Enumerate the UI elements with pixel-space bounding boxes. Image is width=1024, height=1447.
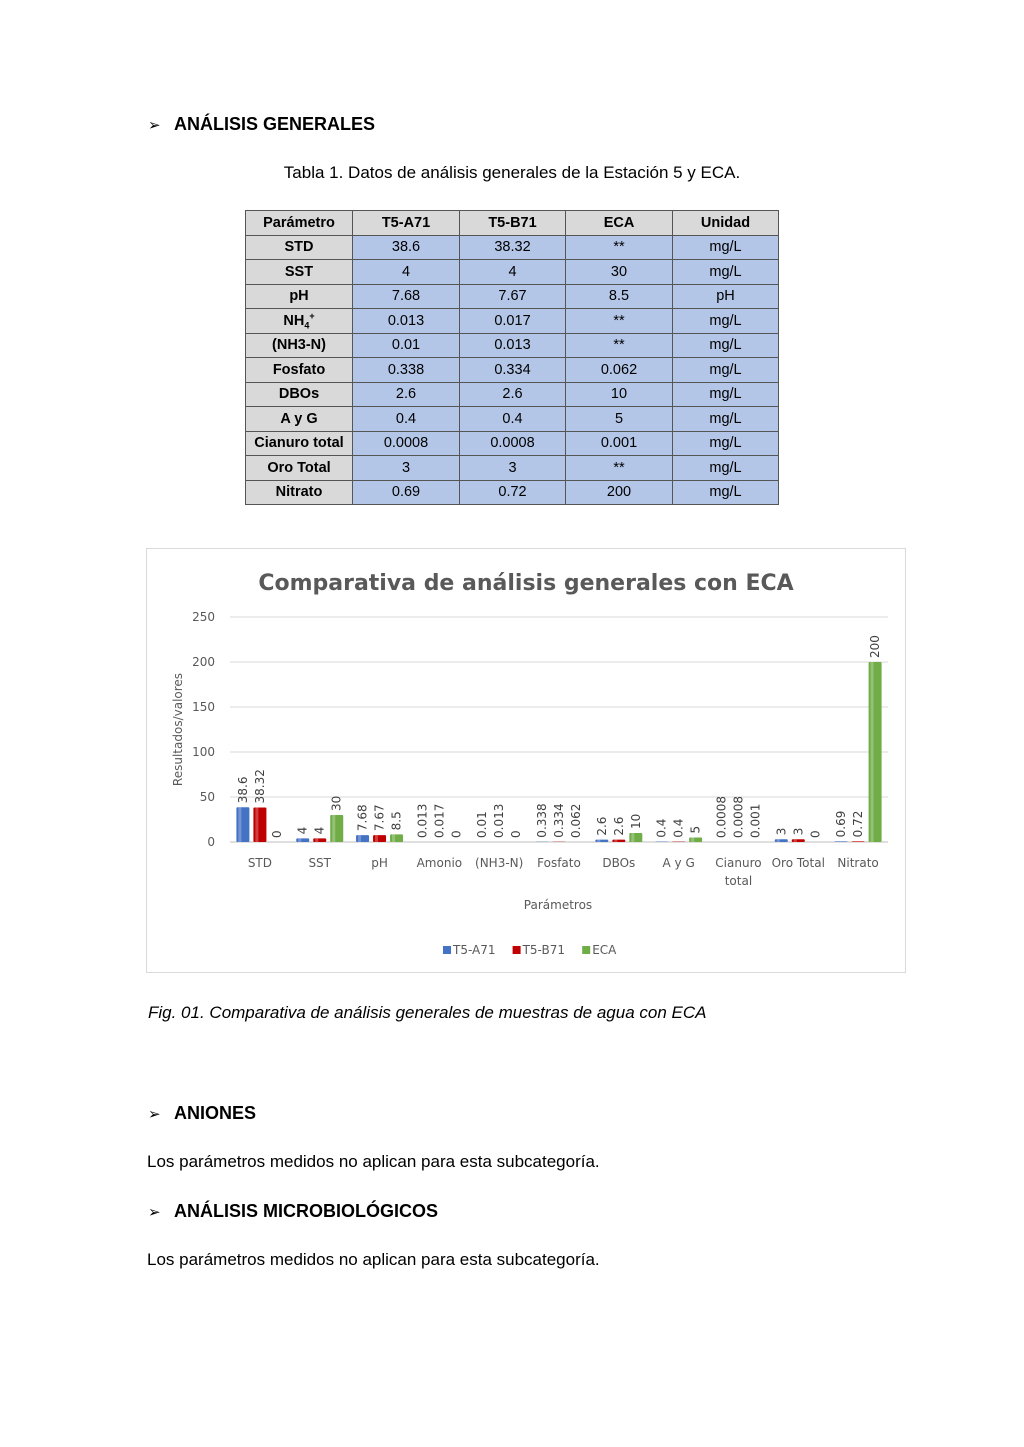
- value-cell: mg/L: [673, 235, 779, 260]
- paragraph-microbiologicos: Los parámetros medidos no aplican para esta subcategoría.: [147, 1250, 600, 1269]
- x-tick-label: pH: [371, 856, 388, 870]
- parameter-cell: A y G: [246, 407, 353, 432]
- data-label: 0.334: [552, 803, 566, 838]
- legend-swatch: [443, 946, 451, 954]
- data-label: 0.69: [834, 810, 849, 838]
- bar-highlight: [614, 840, 617, 842]
- value-cell: 4: [353, 260, 460, 285]
- bar-t5-a71: [595, 840, 608, 842]
- table-row: [246, 284, 779, 309]
- data-label: 0: [449, 830, 464, 838]
- value-cell: mg/L: [673, 309, 779, 334]
- value-cell: pH: [673, 284, 779, 309]
- parameter-cell: Nitrato: [246, 480, 353, 505]
- value-cell: 0.017: [460, 309, 566, 334]
- value-cell: 0.338: [353, 358, 460, 383]
- table-row: [246, 407, 779, 432]
- bar-highlight: [631, 833, 634, 842]
- data-label: 0.4: [671, 818, 686, 838]
- y-tick-label: 100: [192, 745, 215, 759]
- bar-t5-b71: [373, 835, 386, 842]
- data-label: 3: [774, 827, 789, 836]
- legend-swatch: [513, 946, 521, 954]
- value-cell: 0.334: [460, 358, 566, 383]
- value-cell: mg/L: [673, 480, 779, 505]
- data-label: 200: [868, 635, 883, 658]
- value-cell: 0.72: [460, 480, 566, 505]
- y-tick-label: 0: [207, 835, 215, 849]
- data-label: 7.67: [372, 804, 387, 832]
- bar-highlight: [777, 839, 780, 842]
- chart-container: [146, 548, 906, 973]
- value-cell: mg/L: [673, 358, 779, 383]
- y-tick-label: 150: [192, 700, 215, 714]
- section-title: ANÁLISIS MICROBIOLÓGICOS: [174, 1201, 439, 1221]
- data-label: 0.0008: [714, 795, 729, 838]
- value-cell: mg/L: [673, 382, 779, 407]
- parameter-cell: Fosfato: [246, 358, 353, 383]
- value-cell: 0.0008: [353, 431, 460, 456]
- data-label: 0.4: [654, 818, 669, 838]
- bar-t5-b71: [792, 839, 805, 842]
- value-cell: 0.01: [353, 333, 460, 358]
- value-cell: 200: [566, 480, 673, 505]
- x-tick-label: Fosfato: [537, 856, 581, 870]
- value-cell: 7.67: [460, 284, 566, 309]
- analysis-table: [245, 210, 779, 505]
- parameter-cell: Oro Total: [246, 456, 353, 481]
- value-cell: 2.6: [353, 382, 460, 407]
- bar-eca: [330, 815, 343, 842]
- bar-highlight: [332, 815, 335, 842]
- value-cell: 7.68: [353, 284, 460, 309]
- value-cell: 0.69: [353, 480, 460, 505]
- parameter-cell: SST: [246, 260, 353, 285]
- column-header: T5-A71: [353, 211, 460, 236]
- column-header: ECA: [566, 211, 673, 236]
- value-cell: 0.062: [566, 358, 673, 383]
- bar-t5-b71: [612, 840, 625, 842]
- data-label: 38.6: [235, 776, 250, 804]
- value-cell: 0.4: [353, 407, 460, 432]
- x-tick-label: Cianuro: [715, 856, 762, 870]
- bar-highlight: [392, 834, 395, 842]
- value-cell: **: [566, 333, 673, 358]
- data-label: 0: [269, 830, 284, 838]
- table-row: [246, 382, 779, 407]
- x-tick-label: SST: [308, 856, 332, 870]
- legend-swatch: [582, 946, 590, 954]
- value-cell: mg/L: [673, 260, 779, 285]
- legend-label: T5-B71: [522, 943, 565, 957]
- parameter-cell: pH: [246, 284, 353, 309]
- value-cell: mg/L: [673, 407, 779, 432]
- value-cell: 30: [566, 260, 673, 285]
- bar-highlight: [358, 835, 361, 842]
- y-tick-label: 50: [199, 790, 215, 804]
- section-title: ANIONES: [174, 1103, 257, 1123]
- bar-t5-b71: [253, 808, 266, 842]
- bar-t5-a71: [775, 839, 788, 842]
- value-cell: 10: [566, 382, 673, 407]
- value-cell: 38.32: [460, 235, 566, 260]
- legend-label: ECA: [592, 943, 617, 957]
- bar-highlight: [298, 838, 301, 842]
- data-label: 0.017: [432, 803, 447, 838]
- table-row: [246, 480, 779, 505]
- section-title: ANÁLISIS GENERALES: [174, 114, 376, 134]
- value-cell: mg/L: [673, 333, 779, 358]
- data-label: 0: [808, 830, 823, 838]
- parameter-cell: STD: [246, 235, 353, 260]
- parameter-cell: Cianuro total: [246, 431, 353, 456]
- bar-highlight: [597, 840, 600, 842]
- column-header: Unidad: [673, 211, 779, 236]
- value-cell: 2.6: [460, 382, 566, 407]
- data-label: 0.013: [415, 803, 430, 838]
- table-caption: Tabla 1. Datos de análisis generales de la Estación 5 y ECA.: [283, 163, 741, 182]
- bar-highlight: [794, 839, 797, 842]
- bar-eca: [689, 838, 702, 843]
- bar-eca: [629, 833, 642, 842]
- data-label: 30: [329, 795, 344, 811]
- data-label: 0: [509, 830, 524, 838]
- table-row: [246, 358, 779, 383]
- value-cell: 3: [460, 456, 566, 481]
- parameter-cell: DBOs: [246, 382, 353, 407]
- data-label: 2.6: [611, 816, 626, 836]
- data-label: 8.5: [389, 811, 404, 831]
- value-cell: 0.001: [566, 431, 673, 456]
- bar-highlight: [238, 807, 241, 842]
- arrow-bullet-icon: ➢: [148, 116, 161, 134]
- table-row: [246, 431, 779, 456]
- bar-highlight: [375, 835, 378, 842]
- bar-t5-b71: [852, 841, 865, 842]
- value-cell: 38.6: [353, 235, 460, 260]
- data-label: 3: [791, 827, 806, 836]
- arrow-bullet-icon: ➢: [148, 1105, 161, 1123]
- x-axis-label: Parámetros: [523, 898, 593, 912]
- value-cell: 0.013: [460, 333, 566, 358]
- value-cell: 0.0008: [460, 431, 566, 456]
- data-label: 4: [295, 826, 310, 835]
- data-label: 0.062: [569, 803, 583, 838]
- bar-highlight: [255, 808, 258, 842]
- data-label: 10: [628, 813, 643, 829]
- bar-t5-a71: [356, 835, 369, 842]
- value-cell: **: [566, 309, 673, 334]
- arrow-bullet-icon: ➢: [148, 1203, 161, 1221]
- column-header: Parámetro: [246, 211, 353, 236]
- chart-title: Comparativa de análisis generales con ECA: [258, 571, 794, 596]
- value-cell: 4: [460, 260, 566, 285]
- bar-eca: [869, 662, 882, 842]
- y-axis-label: Resultados/valores: [171, 672, 185, 787]
- data-label: 0.001: [748, 803, 763, 838]
- figure-caption: Fig. 01. Comparativa de análisis generales de muestras de agua con ECA: [148, 1003, 707, 1022]
- table-row: [246, 333, 779, 358]
- parameter-cell: (NH3-N): [246, 333, 353, 358]
- data-label: 2.6: [594, 816, 609, 836]
- y-tick-label: 250: [192, 610, 215, 624]
- value-cell: 0.013: [353, 309, 460, 334]
- value-cell: mg/L: [673, 431, 779, 456]
- data-label: 0.72: [851, 810, 866, 838]
- section-heading-microbiologicos: [148, 1201, 438, 1222]
- bar-t5-a71: [236, 807, 249, 842]
- data-label: 4: [312, 826, 327, 835]
- data-label: 38.32: [252, 769, 267, 804]
- table-row: [246, 309, 779, 334]
- x-tick-label: Oro Total: [771, 856, 825, 870]
- value-cell: 5: [566, 407, 673, 432]
- value-cell: 3: [353, 456, 460, 481]
- legend-label: T5-A71: [453, 943, 496, 957]
- table-row: [246, 235, 779, 260]
- value-cell: **: [566, 235, 673, 260]
- paragraph-aniones: Los parámetros medidos no aplican para esta subcategoría.: [147, 1152, 600, 1171]
- x-tick-label: STD: [247, 856, 273, 870]
- data-label: 5: [688, 825, 703, 834]
- parameter-cell: $NH_4^+$: [246, 309, 353, 334]
- data-label: 0.0008: [731, 795, 746, 838]
- column-header: T5-B71: [460, 211, 566, 236]
- table-row: [246, 456, 779, 481]
- bar-eca: [390, 834, 403, 842]
- section-heading-generales: [148, 114, 375, 135]
- value-cell: **: [566, 456, 673, 481]
- x-tick-label: total: [724, 874, 753, 888]
- bar-highlight: [871, 662, 874, 842]
- x-tick-label: A y G: [662, 856, 695, 870]
- x-tick-label: Amonio: [416, 856, 463, 870]
- bar-t5-a71: [296, 838, 309, 842]
- bar-t5-b71: [313, 838, 326, 842]
- bar-highlight: [691, 838, 694, 843]
- data-label: 0.338: [535, 803, 549, 838]
- data-label: 0.013: [492, 803, 507, 838]
- bar-chart: [147, 549, 905, 972]
- bar-t5-a71: [835, 841, 848, 842]
- x-tick-label: DBOs: [602, 856, 636, 870]
- data-label: 7.68: [355, 804, 370, 832]
- table-row: [246, 260, 779, 285]
- x-tick-label: (NH3-N): [475, 856, 524, 870]
- value-cell: mg/L: [673, 456, 779, 481]
- value-cell: 8.5: [566, 284, 673, 309]
- y-tick-label: 200: [192, 655, 215, 669]
- section-heading-aniones: [148, 1103, 256, 1124]
- value-cell: 0.4: [460, 407, 566, 432]
- data-label: 0.01: [475, 811, 490, 838]
- x-tick-label: Nitrato: [837, 856, 879, 870]
- bar-highlight: [315, 838, 318, 842]
